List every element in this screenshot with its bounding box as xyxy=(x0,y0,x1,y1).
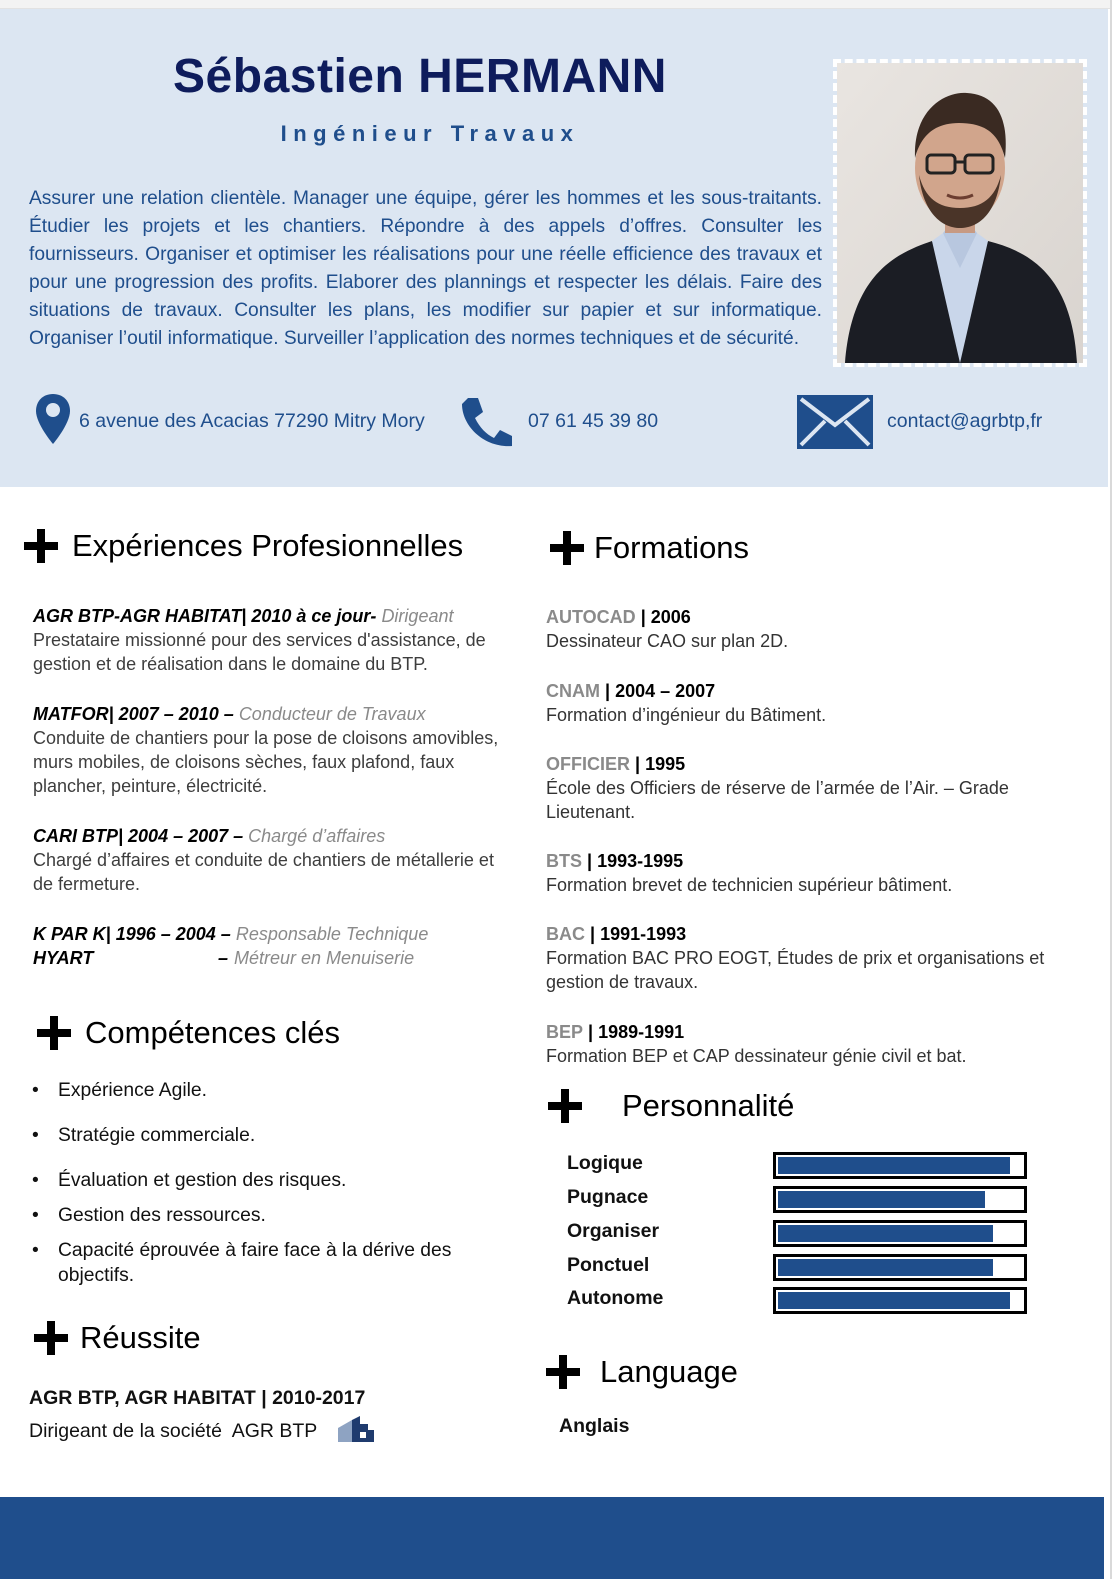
formation-item: BEP | 1989-1991 Formation BEP et CAP dessinateur génie civil et bat. xyxy=(546,1020,1056,1068)
formation-description: Formation brevet de technicien supérieur bâtiment. xyxy=(546,875,953,895)
experience-dash: – xyxy=(218,948,229,968)
formation-item: BAC | 1991-1993 Formation BAC PRO EOGT, Études de prix et organisations et gestion de travaux. xyxy=(546,922,1056,994)
trait-bar xyxy=(773,1254,1027,1281)
experience-description: Conduite de chantiers pour la pose de cloisons amovibles, murs mobiles, de cloisons sèches, faux plafond, faux plancher, peinture, électricité. xyxy=(33,728,499,796)
top-strip xyxy=(0,0,1112,9)
skills-list xyxy=(30,1078,510,1288)
plus-icon xyxy=(37,1016,71,1050)
trait-row xyxy=(567,1254,1027,1280)
header-band xyxy=(0,9,1108,487)
job-title: Ingénieur Travaux xyxy=(280,121,580,146)
plus-icon xyxy=(34,1321,68,1355)
candidate-name: Sébastien HERMANN xyxy=(173,50,667,103)
trait-label: Autonome xyxy=(567,1287,664,1309)
language-title: Language xyxy=(600,1354,738,1389)
trait-bar-fill xyxy=(778,1259,993,1276)
formation-year: 2006 xyxy=(650,607,691,627)
company-logo-icon xyxy=(338,1416,376,1442)
plus-icon xyxy=(546,1355,580,1389)
skill-item: • Stratégie commerciale. xyxy=(30,1123,510,1148)
achievement-title: Réussite xyxy=(80,1320,201,1355)
plus-icon xyxy=(550,531,584,565)
experience-item xyxy=(33,922,503,970)
experience-title: Expériences Profesionnelles xyxy=(72,528,464,563)
experience-role: Dirigeant xyxy=(381,606,454,626)
experience-role: Chargé d’affaires xyxy=(248,826,386,846)
trait-bar-fill xyxy=(778,1157,1010,1174)
formation-school: BAC xyxy=(546,924,585,944)
formation-year: 1995 xyxy=(645,754,686,774)
achievement-company: AGR BTP, AGR HABITAT | 2010-2017 xyxy=(29,1387,366,1409)
trait-label: Ponctuel xyxy=(567,1254,650,1276)
language-heading xyxy=(546,1354,738,1390)
formations-heading xyxy=(550,530,749,566)
experience-description: Chargé d’affaires et conduite de chantiers de métallerie et de fermeture. xyxy=(33,850,494,894)
experience-description: Prestataire missionné pour des services d'assistance, de gestion et de réalisation dans le domaine du BTP. xyxy=(33,630,486,674)
formations-title: Formations xyxy=(594,530,750,565)
formation-description: Formation d’ingénieur du Bâtiment. xyxy=(546,705,827,725)
formation-year: 1993-1995 xyxy=(597,851,684,871)
footer-band xyxy=(0,1497,1104,1579)
trait-bar xyxy=(773,1186,1027,1213)
formation-description: Formation BAC PRO EOGT, Études de prix et organisations et gestion de travaux. xyxy=(546,948,1045,992)
personality-title: Personnalité xyxy=(622,1088,795,1123)
trait-bar xyxy=(773,1220,1027,1247)
envelope-icon xyxy=(797,395,873,449)
skill-item: • Capacité éprouvée à faire face à la dérive des objectifs. xyxy=(30,1238,510,1288)
phone-icon xyxy=(460,396,514,448)
phone-text[interactable]: 07 61 45 39 80 xyxy=(528,410,659,432)
achievement-heading xyxy=(34,1320,201,1356)
experience-role: Conducteur de Travaux xyxy=(238,704,426,724)
experience-item xyxy=(33,702,503,798)
formation-item: AUTOCAD | 2006 Dessinateur CAO sur plan 2D. xyxy=(546,605,1056,653)
experience-company: K PAR K| 1996 – 2004 – xyxy=(33,924,231,944)
formation-description: Dessinateur CAO sur plan 2D. xyxy=(546,631,789,651)
experience-item xyxy=(33,604,503,676)
trait-row xyxy=(567,1186,1027,1212)
formation-description: École des Officiers de réserve de l’armée de l’Air. – Grade Lieutenant. xyxy=(546,778,1009,822)
formation-school: BTS xyxy=(546,851,582,871)
profile-photo-frame xyxy=(833,59,1087,367)
experience-heading xyxy=(24,528,463,564)
formation-item: CNAM | 2004 – 2007 Formation d’ingénieur du Bâtiment. xyxy=(546,679,1056,727)
skills-heading xyxy=(37,1015,340,1051)
skills-title: Compétences clés xyxy=(85,1015,341,1050)
language-item: Anglais xyxy=(559,1415,630,1437)
location-pin-icon xyxy=(36,394,70,444)
formation-item: OFFICIER | 1995 École des Officiers de réserve de l’armée de l’Air. – Grade Lieutenant. xyxy=(546,752,1056,824)
contact-phone xyxy=(460,394,700,448)
experience-item xyxy=(33,824,503,896)
trait-row xyxy=(567,1220,1027,1246)
trait-bar xyxy=(773,1287,1027,1314)
plus-icon xyxy=(24,529,58,563)
achievement-description: Dirigeant de la société AGR BTP xyxy=(29,1420,318,1442)
formation-school: OFFICIER xyxy=(546,754,630,774)
experience-company: HYART xyxy=(33,948,94,968)
formation-school: CNAM xyxy=(546,681,600,701)
formation-year: 1989-1991 xyxy=(598,1022,685,1042)
trait-bar xyxy=(773,1152,1027,1179)
trait-bar-fill xyxy=(778,1191,985,1208)
address-text: 6 avenue des Acacias 77290 Mitry Mory xyxy=(79,410,425,432)
formation-description: Formation BEP et CAP dessinateur génie civil et bat. xyxy=(546,1046,967,1066)
trait-label: Pugnace xyxy=(567,1186,649,1208)
skill-item: • Expérience Agile. xyxy=(30,1078,510,1103)
trait-row xyxy=(567,1287,1027,1313)
profile-photo xyxy=(837,63,1083,363)
trait-bar-fill xyxy=(778,1292,1010,1309)
trait-label: Organiser xyxy=(567,1220,660,1242)
experience-role: Métreur en Menuiserie xyxy=(234,948,415,968)
contact-address xyxy=(36,394,456,448)
trait-bar-fill xyxy=(778,1225,993,1242)
experience-role: Responsable Technique xyxy=(235,924,429,944)
skill-item: • Gestion des ressources. xyxy=(30,1203,510,1228)
skill-item: • Évaluation et gestion des risques. xyxy=(30,1168,510,1193)
profile-summary: Assurer une relation clientèle. Manager une équipe, gérer les hommes et les sous-traitants. Étudier les projets et les chantiers. Répondre à des appels d’offres. Consulter les fournisseurs. Organiser et optimiser les réalisations pour une réelle efficience des travaux et pour une progression des profits. Elaborer des plannings et respecter les délais. Faire des situations de travaux. Consulter les plans, les modifier sur papier et sur informatique. Organiser l’outil informatique. Surveiller l’application des normes techniques et de sécurité. xyxy=(29,188,822,349)
formation-year: 1991-1993 xyxy=(600,924,687,944)
personality-heading xyxy=(548,1088,794,1124)
experience-company: MATFOR| 2007 – 2010 – xyxy=(33,704,234,724)
experience-company: CARI BTP| 2004 – 2007 – xyxy=(33,826,244,846)
trait-row xyxy=(567,1152,1027,1178)
contact-email xyxy=(797,394,1067,448)
email-text[interactable]: contact@agrbtp,fr xyxy=(887,410,1043,432)
formation-school: AUTOCAD xyxy=(546,607,636,627)
formation-year: 2004 – 2007 xyxy=(615,681,716,701)
formation-item: BTS | 1993-1995 Formation brevet de technicien supérieur bâtiment. xyxy=(546,849,1056,897)
formation-school: BEP xyxy=(546,1022,584,1042)
trait-label: Logique xyxy=(567,1152,643,1174)
plus-icon xyxy=(548,1089,582,1123)
experience-company: AGR BTP-AGR HABITAT| 2010 à ce jour- xyxy=(33,606,377,626)
